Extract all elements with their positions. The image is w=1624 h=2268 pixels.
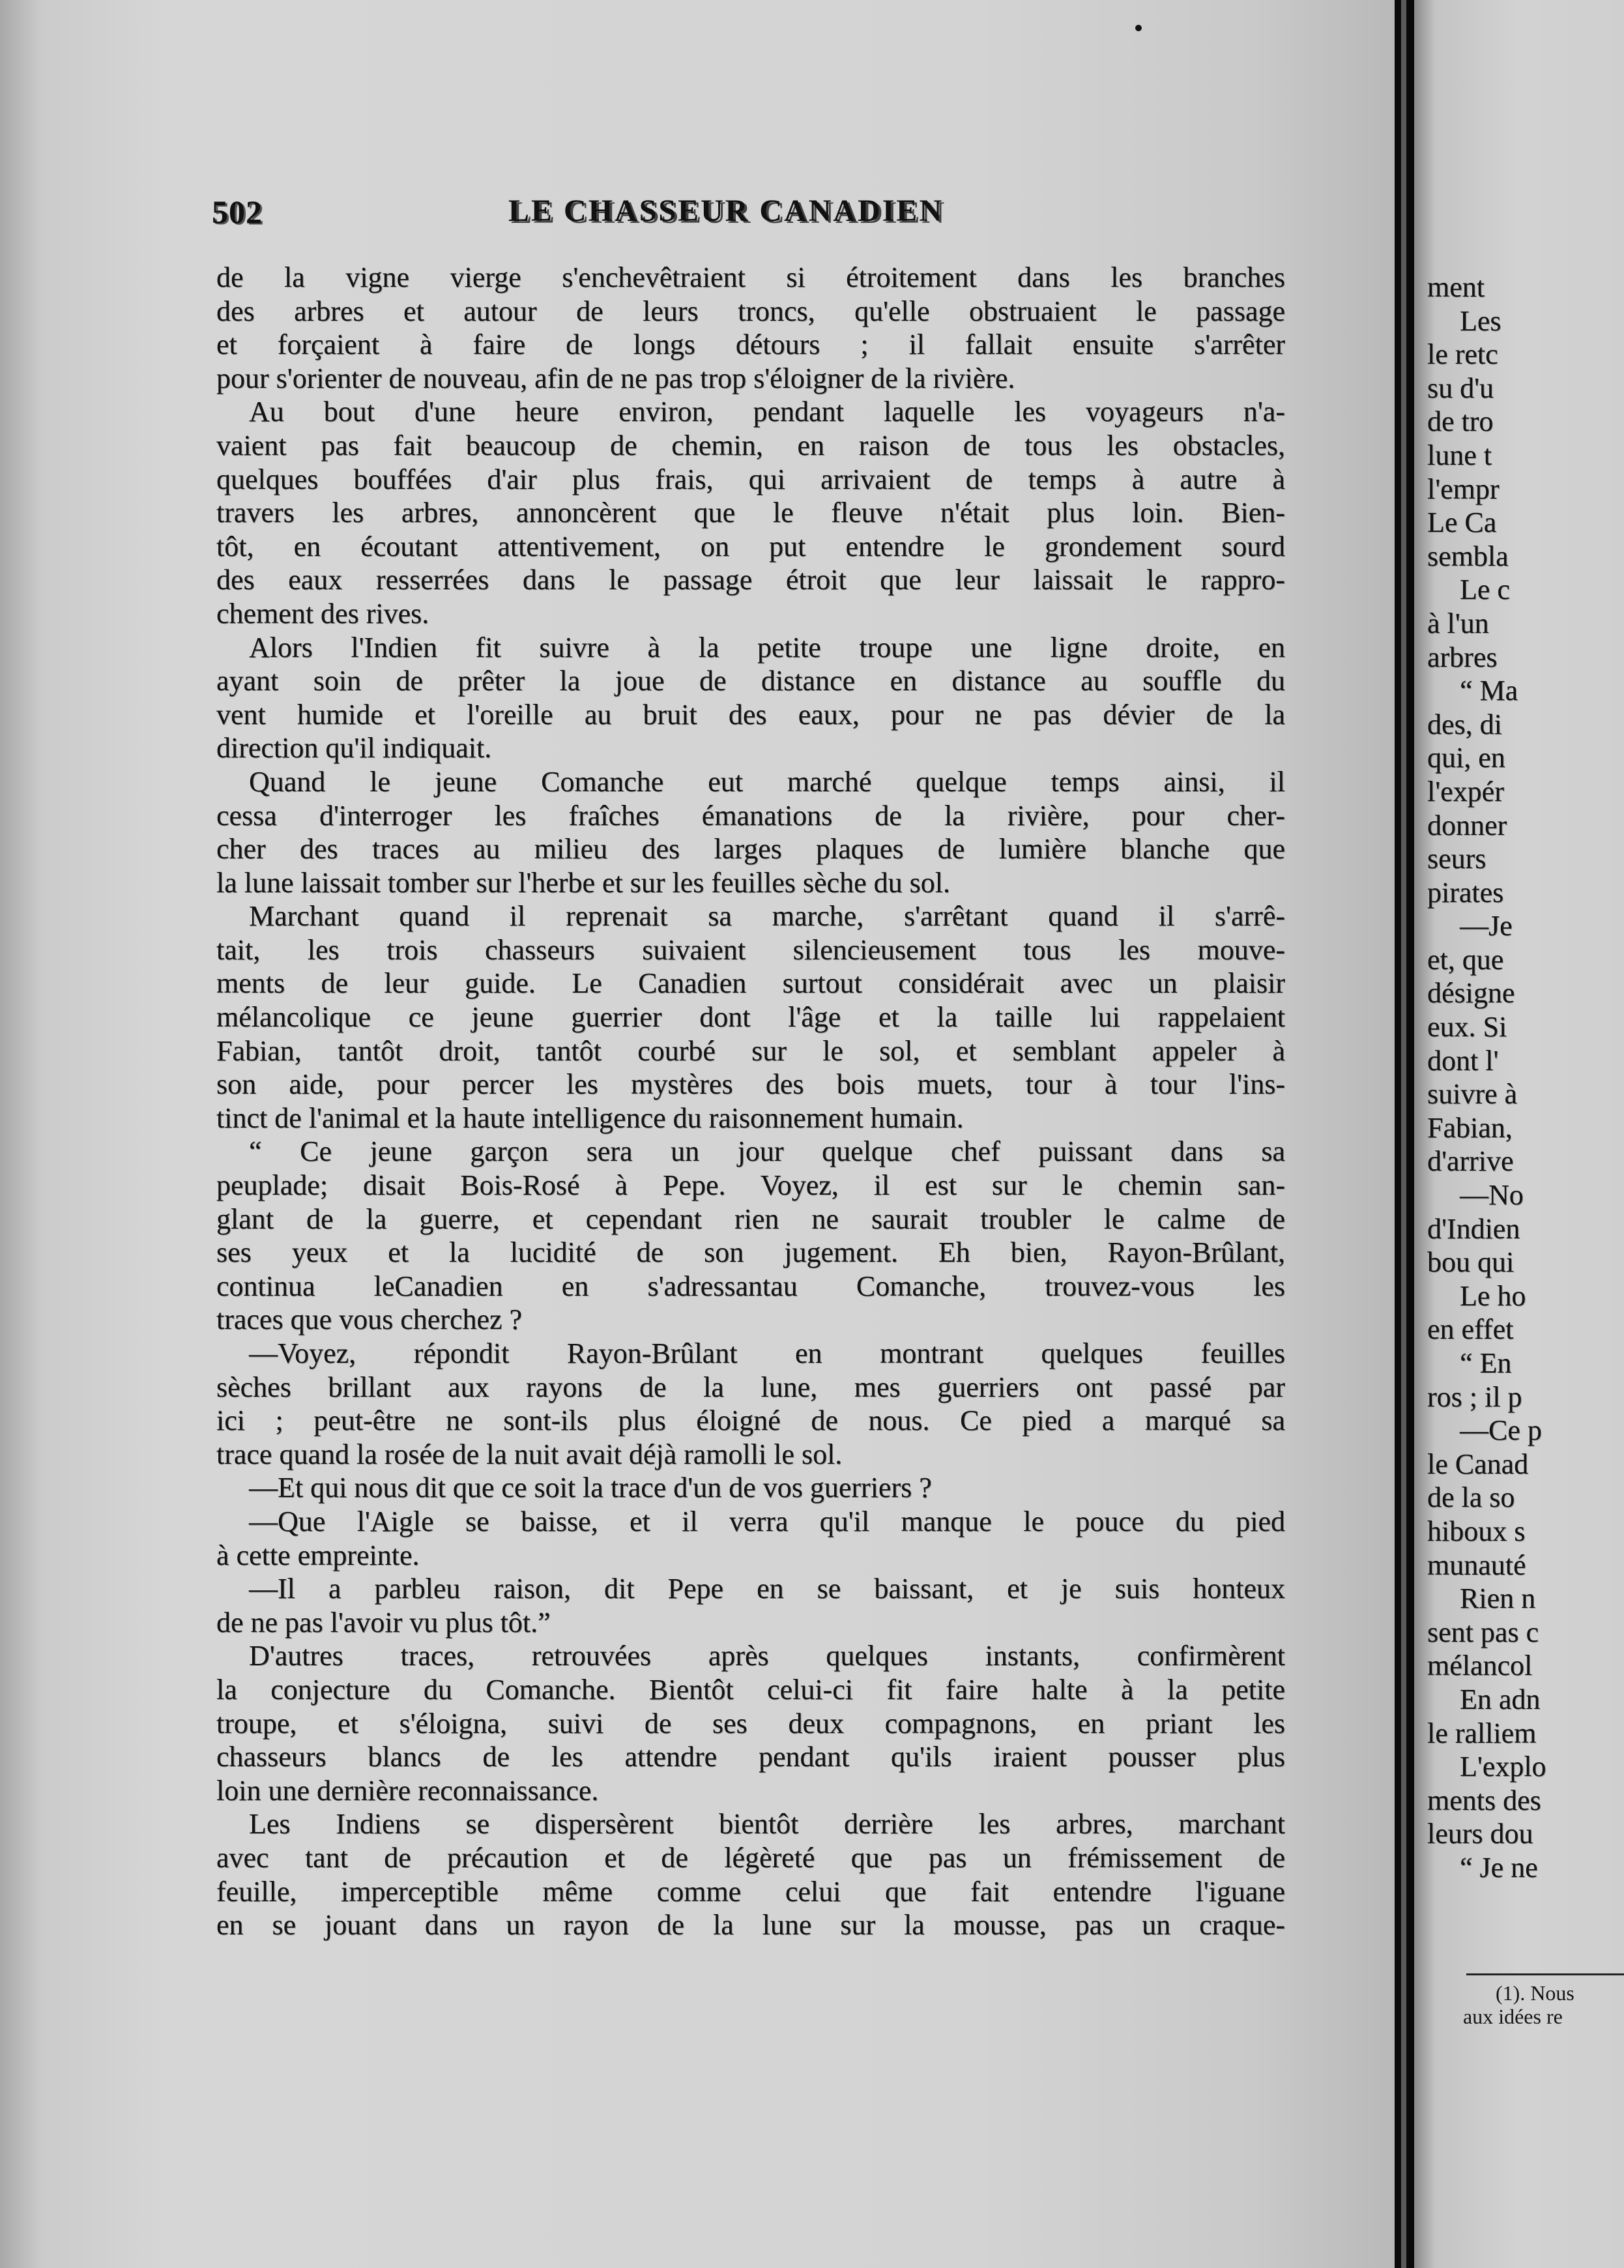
running-header xyxy=(212,193,1052,239)
text-line: “ Ce jeune garçon sera un jour quelque chef puissant dans sa xyxy=(249,1135,1285,1168)
running-title: LE CHASSEUR CANADIEN xyxy=(508,194,944,228)
text-line: —Et qui nous dit que ce soit la trace d'un de vos guerriers ? xyxy=(249,1472,932,1504)
text-line: tinct de l'animal et la haute intelligence du raisonnement humain. xyxy=(216,1101,964,1134)
text-line: trace quand la rosée de la nuit avait déjà ramolli le sol. xyxy=(216,1438,843,1470)
text-line: qui, en xyxy=(1427,742,1505,774)
text-line: ments des xyxy=(1427,1784,1541,1816)
text-line: leurs dou xyxy=(1427,1818,1533,1850)
text-line: cessa d'interroger les fraîches émanations de la rivière, pour cher- xyxy=(216,799,1285,832)
text-line: vent humide et l'oreille au bruit des eaux, pour ne pas dévier de la xyxy=(216,698,1285,731)
text-line: ros ; il p xyxy=(1427,1380,1522,1413)
text-line: le ralliem xyxy=(1427,1717,1537,1749)
text-line: ments de leur guide. Le Canadien surtout considérait avec un plaisir xyxy=(216,967,1285,1000)
right-page-footnote xyxy=(1463,1981,1624,2028)
text-line: de ne pas l'avoir vu plus tôt.” xyxy=(216,1606,551,1638)
text-line: direction qu'il indiquait. xyxy=(216,732,492,764)
text-line: et, que xyxy=(1427,943,1504,976)
text-line: d'arrive xyxy=(1427,1145,1514,1178)
text-line: quelques bouffées d'air plus frais, qui arrivaient de temps à autre à xyxy=(216,463,1285,495)
text-line: Quand le jeune Comanche eut marché quelque temps ainsi, il xyxy=(249,765,1285,798)
text-line: —Que l'Aigle se baisse, et il verra qu'il manque le pouce du pied xyxy=(249,1505,1285,1537)
text-line: à cette empreinte. xyxy=(216,1539,420,1571)
text-line: L'explo xyxy=(1460,1751,1546,1783)
text-line: des, di xyxy=(1427,708,1502,740)
text-line: bou qui xyxy=(1427,1246,1515,1279)
footnote-rule xyxy=(1466,1973,1624,1975)
text-line: vaient pas fait beaucoup de chemin, en raison de tous les obstacles, xyxy=(216,429,1285,461)
text-line: Alors l'Indien fit suivre à la petite troupe une ligne droite, en xyxy=(249,631,1285,663)
text-line: D'autres traces, retrouvées après quelques instants, confirmèrent xyxy=(249,1640,1285,1672)
text-line: désigne xyxy=(1427,977,1515,1010)
text-line: ses yeux et la lucidité de son jugement. Eh bien, Rayon-Brûlant, xyxy=(216,1236,1285,1269)
text-line: en se jouant dans un rayon de la lune sur la mousse, pas un craque- xyxy=(216,1909,1285,1941)
text-line: en effet xyxy=(1427,1313,1514,1346)
text-line: hiboux s xyxy=(1427,1515,1526,1547)
text-line: peuplade; disait Bois-Rosé à Pepe. Voyez, il est sur le chemin san- xyxy=(216,1169,1285,1202)
text-line: lune t xyxy=(1427,439,1492,471)
footnote-line: (1). Nous xyxy=(1496,1981,1574,2005)
text-line: Fabian, xyxy=(1427,1111,1513,1144)
text-line: munauté xyxy=(1427,1548,1526,1581)
text-line: continua leCanadien en s'adressantau Comanche, trouvez-vous les xyxy=(216,1270,1285,1302)
text-line: tôt, en écoutant attentivement, on put entendre le grondement sourd xyxy=(216,530,1285,562)
text-line: à l'un xyxy=(1427,607,1489,639)
page-number: 502 xyxy=(212,194,263,230)
text-line: la conjecture du Comanche. Bientôt celui-ci fit faire halte à la petite xyxy=(216,1673,1285,1706)
text-line: Rien n xyxy=(1460,1582,1536,1615)
text-line: “ Je ne xyxy=(1460,1851,1538,1883)
text-line: l'empr xyxy=(1427,472,1500,505)
text-line: de tro xyxy=(1427,405,1494,438)
text-line: “ En xyxy=(1460,1347,1512,1379)
text-line: Le Ca xyxy=(1427,506,1497,539)
text-line: ayant soin de prêter la joue de distance en distance au souffle du xyxy=(216,665,1285,697)
text-line: Les xyxy=(1460,304,1501,337)
ink-speck xyxy=(1135,25,1142,31)
text-line: sèches brillant aux rayons de la lune, mes guerriers ont passé par xyxy=(216,1371,1285,1403)
text-line: sent pas c xyxy=(1427,1616,1539,1648)
text-line: pirates xyxy=(1427,876,1504,909)
text-line: chement des rives. xyxy=(216,597,429,630)
text-line: Le ho xyxy=(1460,1279,1526,1312)
text-line: donner xyxy=(1427,809,1507,841)
text-line: arbres xyxy=(1427,641,1498,673)
text-line: d'Indien xyxy=(1427,1212,1520,1245)
text-line: —Ce p xyxy=(1460,1414,1542,1447)
text-line: eux. Si xyxy=(1427,1011,1507,1043)
left-page-text xyxy=(216,261,1285,1942)
text-line: cher des traces au milieu des larges plaques de lumière blanche que xyxy=(216,833,1285,865)
text-line: traces que vous cherchez ? xyxy=(216,1303,523,1336)
text-line: Le c xyxy=(1460,574,1510,606)
text-line: —Voyez, répondit Rayon-Brûlant en montrant quelques feuilles xyxy=(249,1337,1285,1369)
text-line: des eaux resserrées dans le passage étroit que leur laissait le rappro- xyxy=(216,564,1285,596)
text-line: “ Ma xyxy=(1460,675,1518,707)
text-line: —Il a parbleu raison, dit Pepe en se baissant, et je suis honteux xyxy=(249,1573,1285,1605)
text-line: seurs xyxy=(1427,843,1486,875)
text-line: la lune laissait tomber sur l'herbe et sur les feuilles sèche du sol. xyxy=(216,866,950,899)
footnote-line: aux idées re xyxy=(1463,2005,1563,2028)
text-line: mélancol xyxy=(1427,1650,1533,1682)
text-line: loin une dernière reconnaissance. xyxy=(216,1774,599,1807)
text-line: Marchant quand il reprenait sa marche, s'arrêtant quand il s'arrê- xyxy=(249,900,1285,933)
text-line: travers les arbres, annoncèrent que le fleuve n'était plus loin. Bien- xyxy=(216,497,1285,529)
text-line: Au bout d'une heure environ, pendant laquelle les voyageurs n'a- xyxy=(249,396,1285,428)
right-page-text xyxy=(1427,270,1624,1885)
text-line: dont l' xyxy=(1427,1044,1499,1077)
text-line: des arbres et autour de leurs troncs, qu'elle obstruaient le passage xyxy=(216,295,1285,327)
text-line: —Je xyxy=(1460,910,1513,942)
text-line: feuille, imperceptible même comme celui que fait entendre l'iguane xyxy=(216,1875,1285,1908)
text-line: ici ; peut-être ne sont-ils plus éloigné de nous. Ce pied a marqué sa xyxy=(216,1404,1285,1437)
text-line: de la so xyxy=(1427,1481,1515,1514)
text-line: sembla xyxy=(1427,540,1509,572)
text-line: de la vigne vierge s'enchevêtraient si étroitement dans les branches xyxy=(216,261,1285,293)
text-line: et forçaient à faire de longs détours ; il fallait ensuite s'arrêter xyxy=(216,328,1285,361)
text-line: pour s'orienter de nouveau, afin de ne pas trop s'éloigner de la rivière. xyxy=(216,362,1015,394)
text-line: —No xyxy=(1460,1179,1524,1212)
text-line: chasseurs blancs de les attendre pendant qu'ils iraient pousser plus xyxy=(216,1741,1285,1773)
text-line: Les Indiens se dispersèrent bientôt derrière les arbres, marchant xyxy=(249,1808,1285,1840)
text-line: son aide, pour percer les mystères des bois muets, tour à tour l'ins- xyxy=(216,1068,1285,1101)
text-line: En adn xyxy=(1460,1683,1541,1715)
text-line: troupe, et s'éloigna, suivi de ses deux compagnons, en priant les xyxy=(216,1707,1285,1739)
text-line: mélancolique ce jeune guerrier dont l'âge et la taille lui rappelaient xyxy=(216,1001,1285,1034)
text-line: ment xyxy=(1427,271,1485,303)
text-line: l'expér xyxy=(1427,775,1504,807)
text-line: le Canad xyxy=(1427,1447,1529,1480)
text-line: su d'u xyxy=(1427,371,1494,404)
text-line: glant de la guerre, et cependant rien ne saurait troubler le calme de xyxy=(216,1202,1285,1235)
text-line: Fabian, tantôt droit, tantôt courbé sur le sol, et semblant appeler à xyxy=(216,1034,1285,1067)
text-line: avec tant de précaution et de légèreté que pas un frémissement de xyxy=(216,1841,1285,1874)
text-line: tait, les trois chasseurs suivaient silencieusement tous les mouve- xyxy=(216,933,1285,966)
page-gutter-edge xyxy=(1401,0,1406,2268)
text-line: le retc xyxy=(1427,338,1498,371)
text-line: suivre à xyxy=(1427,1078,1518,1111)
